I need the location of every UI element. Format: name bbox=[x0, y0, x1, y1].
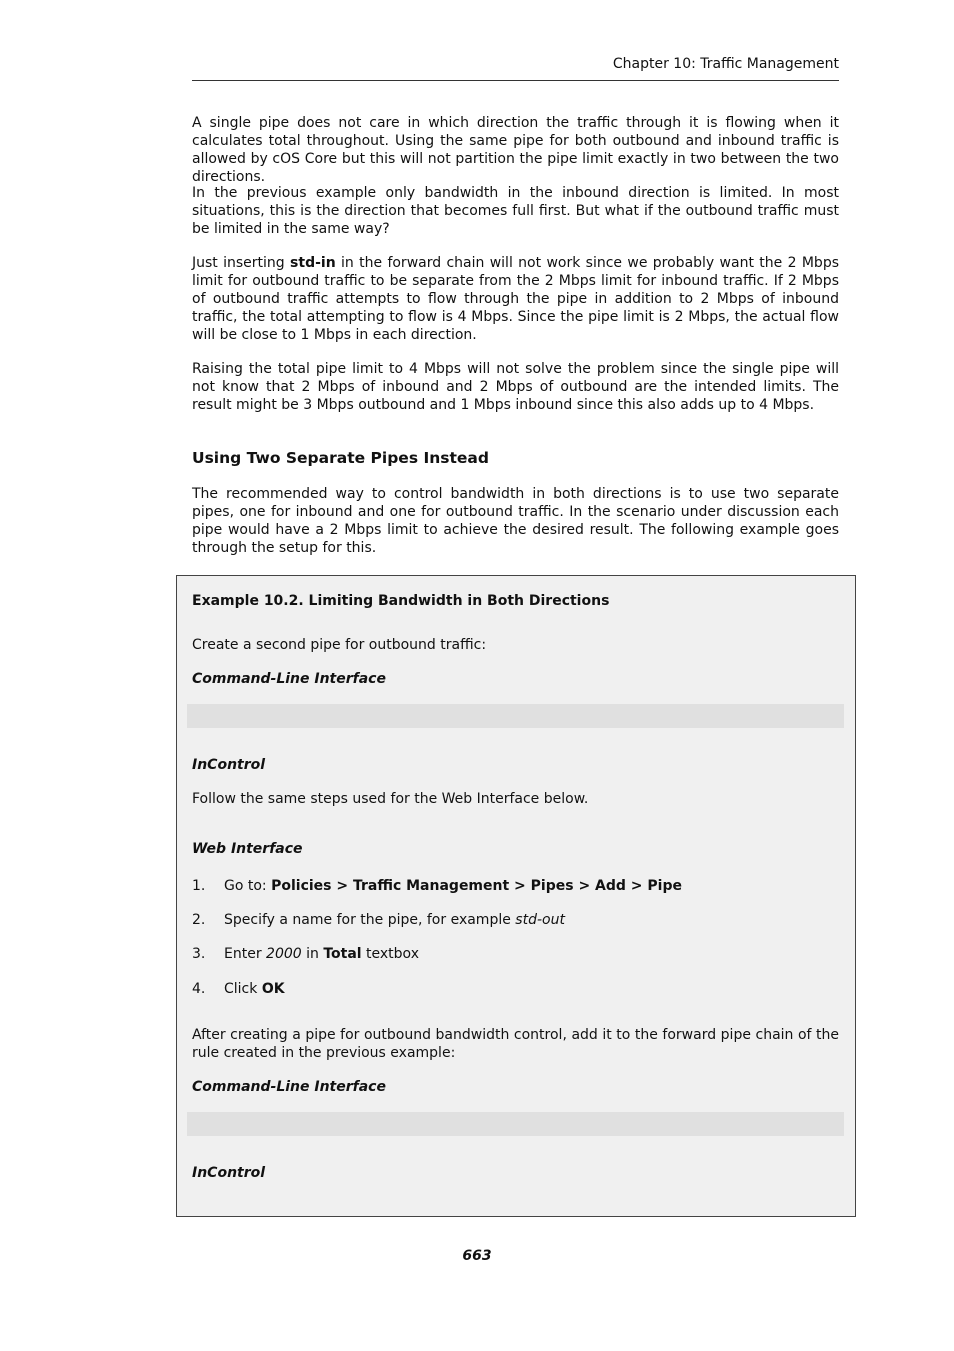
web-interface-label: Web Interface bbox=[192, 841, 303, 857]
section-title: Using Two Separate Pipes Instead bbox=[192, 449, 489, 467]
paragraph-single-pipe: A single pipe does not care in which direction the traffic through it is flowing when it calculates total throughout. Using the same pipe for both outbound and inbound traffic is allowed by cOS Core but this will not partition the pipe limit exactly in two between the two directions. bbox=[192, 115, 839, 185]
paragraph-previous-example: In the previous example only bandwidth in the inbound direction is limited. In most situations, this is the direction that becomes full first. But what if the outbound traffic must be limited in the same way? bbox=[192, 185, 839, 237]
std-in-term: std-in bbox=[290, 255, 336, 271]
incontrol-label-2: InControl bbox=[192, 1165, 266, 1181]
incontrol-text: Follow the same steps used for the Web Interface below. bbox=[192, 791, 589, 807]
example-title: Example 10.2. Limiting Bandwidth in Both Directions bbox=[192, 593, 610, 609]
paragraph-raising-limit: Raising the total pipe limit to 4 Mbps will not solve the problem since the single pipe will not know that 2 Mbps of inbound and 2 Mbps of outbound are the intended limits. The result might be 3 Mbps outbound and 1 Mbps inbound since this also adds up to 4 Mbps. bbox=[192, 361, 839, 413]
cli-label: Command-Line Interface bbox=[192, 671, 386, 687]
pipe-name-example: std-out bbox=[515, 912, 565, 928]
example-intro: Create a second pipe for outbound traffic: bbox=[192, 637, 487, 653]
paragraph-std-in: Just inserting std-in in the forward chain will not work since we probably want the 2 Mbps limit for outbound traffic to be separate from the 2 Mbps limit for inbound traffic. If 2 Mbps of outbound traffic attempts to flow through the pipe in addition to 2 Mbps of inbound traffic, the total attempting to flow is 4 Mbps. Since the pipe limit is 2 Mbps, the actual flow will be close to 1 Mbps in each direction. bbox=[192, 255, 840, 343]
menu-path: Policies > Traffic Management > Pipes > Add > Pipe bbox=[271, 878, 682, 894]
page-header bbox=[192, 55, 839, 81]
after-text: After creating a pipe for outbound bandwidth control, add it to the forward pipe chain of the rule created in the previous example: bbox=[192, 1027, 839, 1061]
cli-code-box bbox=[187, 704, 844, 728]
incontrol-label: InControl bbox=[192, 757, 266, 773]
example-box: Example 10.2. Limiting Bandwidth in Both Directions Create a second pipe for outbound traffic: Command-Line Interface InControl Follow the same steps used for the Web Interface below. Web Interface 1. Go to: Policies > Traffic Management > Pipes > Add > Pipe 2. Specify a name for the pipe, for example std-out 3. Enter 2000 in Total textbox 4. Click OK After creating a pipe for outbound bandwidth control, add it to the forward pipe chain of the rule created in the previous example: Command-Line Interface InControl bbox=[176, 575, 856, 1217]
section-paragraph: The recommended way to control bandwidth in both directions is to use two separate pipes, one for inbound and one for outbound traffic. In the scenario under discussion each pipe would have a 2 Mbps limit to achieve the desired result. The following example goes through the setup for this. bbox=[192, 486, 839, 556]
cli-code-box-2 bbox=[187, 1112, 844, 1136]
chapter-title: Chapter 10: Traffic Management bbox=[612, 56, 839, 72]
cli-label-2: Command-Line Interface bbox=[192, 1079, 386, 1095]
page-number: 663 bbox=[462, 1248, 492, 1264]
